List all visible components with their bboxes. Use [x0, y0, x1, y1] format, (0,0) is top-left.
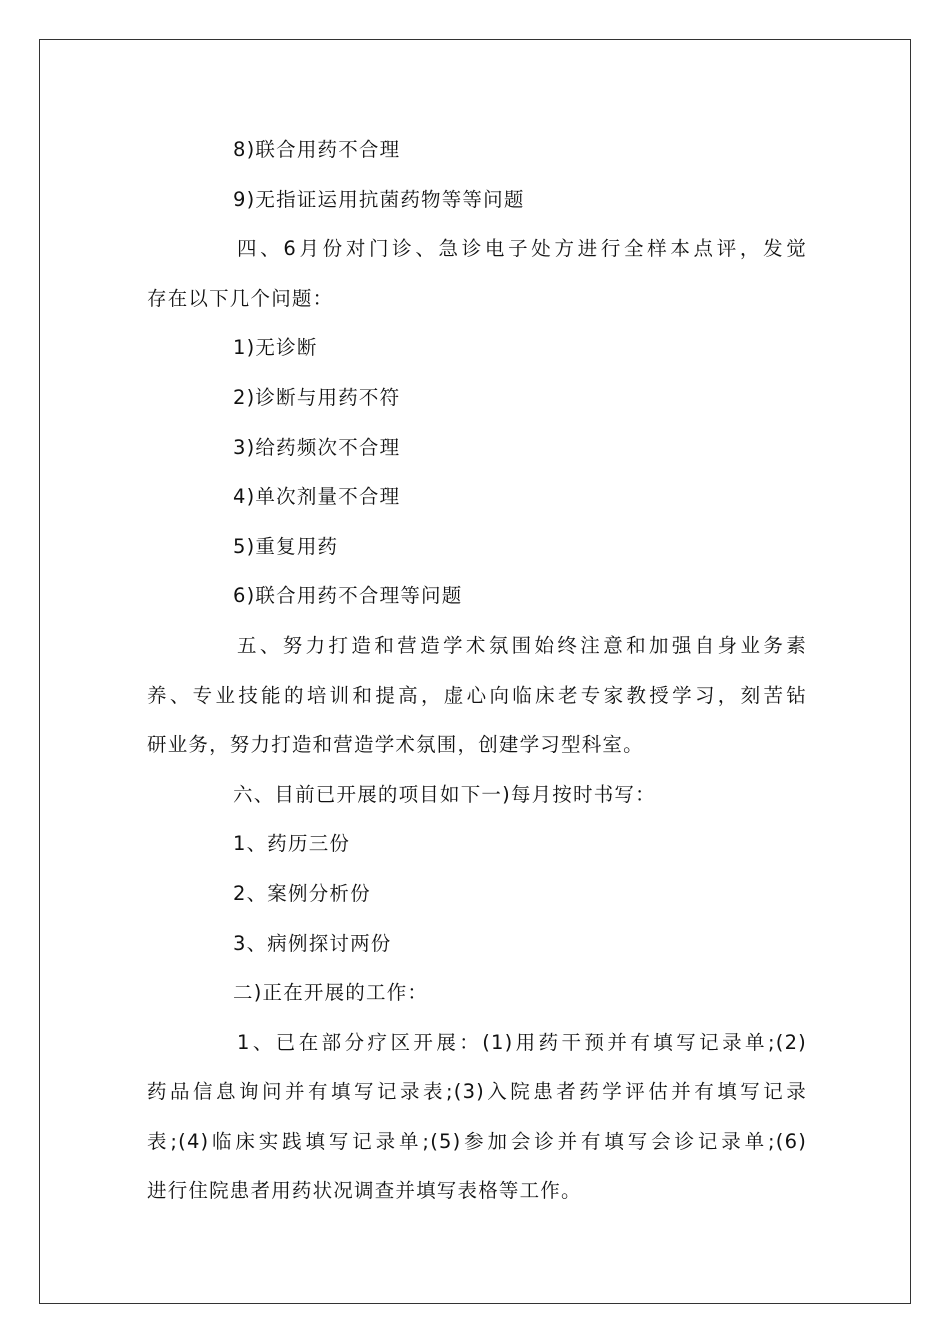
- paragraph-line: 研业务，努力打造和营造学术氛围，创建学习型科室。: [147, 733, 644, 757]
- paragraph-line: 药品信息询问并有填写记录表;(3)入院患者药学评估并有填写记录: [147, 1080, 807, 1104]
- list-item: 3)给药频次不合理: [233, 435, 401, 459]
- list-item: 1)无诊断: [233, 336, 318, 360]
- list-item: 2、案例分析份: [233, 881, 371, 905]
- list-item: 2)诊断与用药不符: [233, 385, 401, 409]
- paragraph-line: 表;(4)临床实践填写记录单;(5)参加会诊并有填写会诊记录单;(6): [147, 1129, 807, 1153]
- paragraph-line: 1、已在部分疗区开展：(1)用药干预并有填写记录单;(2): [237, 1030, 807, 1054]
- list-item: 5)重复用药: [233, 534, 339, 558]
- list-item: 3、病例探讨两份: [233, 931, 392, 955]
- list-item: 9)无指证运用抗菌药物等等问题: [233, 187, 525, 211]
- list-item: 6)联合用药不合理等问题: [233, 584, 463, 608]
- paragraph-line: 进行住院患者用药状况调查并填写表格等工作。: [147, 1179, 582, 1203]
- list-item: 1、药历三份: [233, 832, 351, 856]
- section-heading-4: 四、6月份对门诊、急诊电子处方进行全样本点评，发觉: [237, 237, 807, 261]
- subsection-heading: 二)正在开展的工作：: [233, 981, 429, 1005]
- paragraph-line: 存在以下几个问题：: [147, 286, 334, 310]
- paragraph-line: 养、专业技能的培训和提高，虚心向临床老专家教授学习，刻苦钻: [147, 683, 807, 707]
- section-heading-6: 六、目前已开展的项目如下一)每月按时书写：: [233, 782, 656, 806]
- section-heading-5: 五、努力打造和营造学术氛围始终注意和加强自身业务素: [237, 633, 807, 657]
- list-item: 4)单次剂量不合理: [233, 485, 401, 509]
- list-item: 8)联合用药不合理: [233, 138, 401, 161]
- document-body: [147, 130, 807, 1221]
